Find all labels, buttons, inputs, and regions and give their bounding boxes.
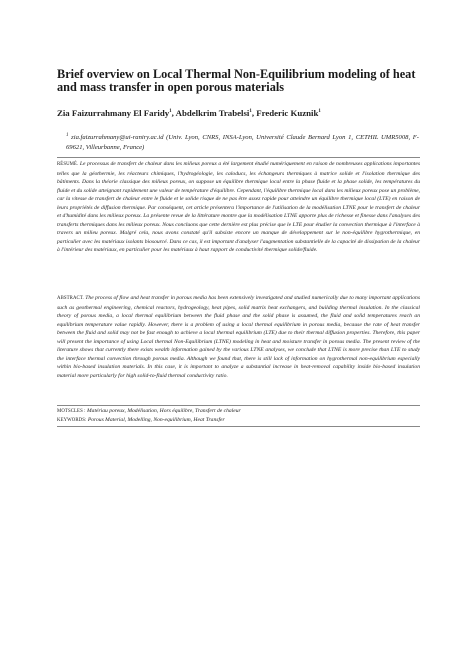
affiliation-text: zia.faizurrahmany@ui-raniry.ac.id (Univ. Lyon, CNRS, INSA-Lyon, Université Claude Bernard Lyon 1, CETHIL UMR5008, F-69621, Villeurbanne, France) [66,134,419,151]
keywords-divider [57,405,420,406]
motscles-text: Matériau poreux, Modélisation, Hors équilibre, Transfert de chaleur [87,408,241,414]
author-separator: , [171,108,176,118]
motscles-line [57,407,420,416]
author-list [57,108,427,119]
author-affiliation-mark: 1 [249,109,252,115]
bottom-divider [57,426,420,427]
keywords-label: KEYWORDS: [57,418,87,423]
author-affiliation-mark: 1 [169,109,172,115]
author-name: Abdelkrim Trabelsi [175,108,250,118]
abstract-block [57,294,420,380]
author-separator: , [251,108,257,118]
keywords-text: Porous Material, Modelling, Non-equilibrium, Heat Transfer [87,417,225,423]
paper-title: Brief overview on Local Thermal Non-Equilibrium modeling of heat and mass transfer in open porous materials [57,67,416,94]
author-affiliation-mark: 1 [318,109,321,115]
resume-label: RÉSUMÉ. [57,162,79,167]
resume-text: Le processus de transfert de chaleur dans les milieux poreux a été largement étudié numériquement en raison de nombreuses applications importantes telles que la géothermie, les réacteurs chimiques, l'hydrogéologie, les caloducs, les échangeurs thermiques à matrice solide et l'isolation thermique des bâtiments. Dans la théorie classique des milieux poreux, on suppose un équilibre thermique local entre la phase fluide et la phase solide, les températures du fluide et du solide atteignant rapidement une valeur de température d'équilibre. Cependant, l'équilibre thermique local dans les milieux poreux pose un problème, car la vitesse de transfert de chaleur entre le fluide et le solide risque de ne pas être assez rapide pour atteindre un équilibre thermique local (LTE) en raison de leurs propriétés de diffusion thermique. Par conséquent, cet article présentera l'importance de l'utilisation de la modélisation LTNE pour le transfert de chaleur et d'humidité dans les milieux poreux. La présente revue de la littérature montre que la modélisation LTNE apporte plus de richesse et finesse dans l'analyses des transferts thermiques dans les milieux poreux. Nous concluons que cette dernière est plus précise que le LTE pour étudier la convection thermique à l'interface à travers un milieu poreux. Malgré cela, nous avons constaté qu'il subsiste encore un manque de développement sur le non-équilibre hygrothermique, en particulier avec les matériaux isolants biosourcé. Dans ce cas, il est important d'analyser l'augmentation substantielle de la capacité de dissipation de la chaleur à l'intérieur des matériaux, en particulier pour les matériaux à haut rapport de conductivité thermique solide/fluide. [57,161,420,253]
top-divider [57,157,420,158]
affiliation [66,133,419,153]
author-name: Zia Faizurrahmany El Faridy [57,108,170,118]
keywords-line [57,416,420,425]
resume-block [57,160,420,255]
motscles-label: MOTSCLES : [57,409,86,414]
abstract-text: The process of flow and heat transfer in porous media has been extensively investigated and studied numerically due to many important applications such as geothermal engineering, chemical reactors, hydrogeology, heat pipes, solid matrix heat exchangers, and building thermal insulation. In the classical theory of porous media, a local thermal equilibrium between the fluid phase and the solid phase is assumed, the fluid and solid temperatures reach an equilibrium temperature value rapidly. However, there is a problem of using a local thermal equilibrium in porous media, because the rate of heat transfer between the fluid and solid may not be fast enough to achieve a local thermal equilibrium (LTE) due to their thermal diffusion properties. Therefore, this paper will present the importance of using Local thermal Non-Equilibrium (LTNE) modeling in heat and moisture transfer in porous media. The present review of the literature shows that currently there exists wealth information gained by the various LTNE analyses, we conclude that LTNE is more precise than LTE to study the interface thermal convection through porous media. Although we found that, there is still lack of information on hygrothermal non-equilibrium especially within bio-based insulation materials. In this case, it is important to analyze a substantial increase in heat-removal capability inside bio-based insulation material more particularly for high solid-to-fluid thermal conductivity ratio. [57,295,420,379]
abstract-label: ABSTRACT. [57,296,84,301]
author-name: Frederic Kuznik [256,108,319,118]
affiliation-mark: 1 [66,132,69,138]
